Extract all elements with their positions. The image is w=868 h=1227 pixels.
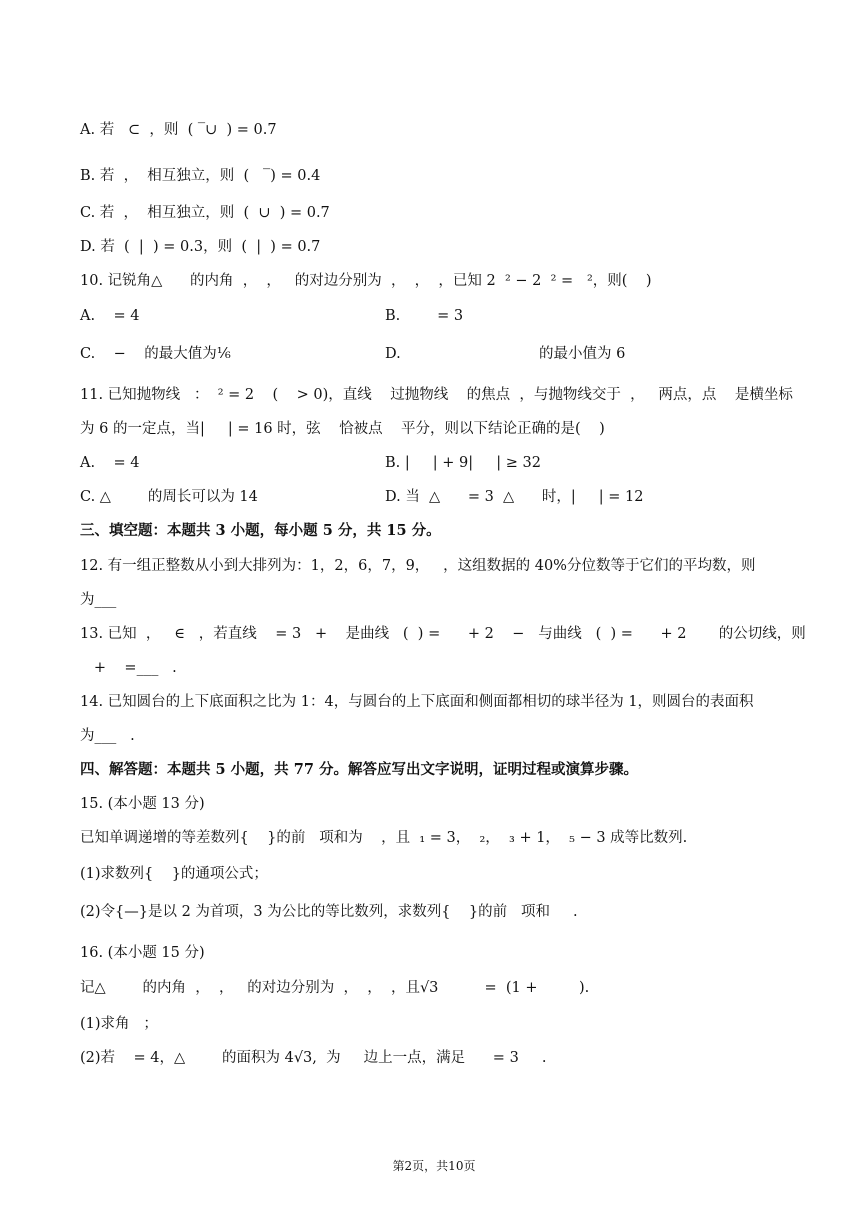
q15-part1: (1)求数列{ }的通项公式； [80, 866, 268, 882]
q16-header: 16. (本小题 15 分) [80, 945, 205, 961]
page-footer: 第2页，共10页 [392, 1159, 476, 1173]
q13-line1: 13. 已知 ， ∈ ，若直线 = 3 + 是曲线 ( ) = + 2 − 与曲线 ( ) = + 2 的公切线，则 [80, 626, 806, 642]
q16-stem: 记△ 的内角 ， ， 的对边分别为 ， ， ，且√3 = (1 + ). [80, 980, 590, 996]
q10-option-c: C. − 的最大值为⅙ [80, 346, 231, 362]
q10-option-d: D. 的最小值为 6 [385, 346, 626, 362]
q15-stem: 已知单调递增的等差数列{ }的前 项和为 ，且 ₁ = 3， ₂， ₃ + 1， ₅ − 3 成等比数列. [80, 830, 688, 846]
q12-line1: 12. 有一组正整数从小到大排列为：1，2，6，7，9， ，这组数据的 40%分位数等于它们的平均数，则 [80, 558, 756, 574]
q11-stem-line1: 11. 已知抛物线 ： ² = 2 ( > 0)，直线 过抛物线 的焦点 ，与抛物线交于 ， 两点，点 是横坐标 [80, 387, 793, 403]
q11-option-a: A. = 4 [80, 455, 140, 471]
q11-stem-line2: 为 6 的一定点，当| | = 16 时，弦 恰被点 平分，则以下结论正确的是( ) [80, 421, 605, 437]
q16-part1: (1)求角 ； [80, 1016, 158, 1032]
q9-option-a: A. 若 ⊂ ，则 ( ‾∪ ) = 0.7 [80, 122, 277, 138]
q10-stem: 10. 记锐角△ 的内角 ， ， 的对边分别为 ， ， ，已知 2 ² − 2 ² = ²，则( ) [80, 273, 652, 289]
q10-option-a: A. = 4 [80, 308, 140, 324]
q15-header: 15. (本小题 13 分) [80, 796, 205, 812]
q11-option-c: C. △ 的周长可以为 14 [80, 489, 258, 505]
q9-option-b: B. 若 ， 相互独立，则 ( ‾) = 0.4 [80, 168, 321, 184]
section4-heading: 四、解答题：本题共 5 小题，共 77 分。解答应写出文字说明，证明过程或演算步骤。 [80, 761, 638, 778]
q9-option-d: D. 若 ( | ) = 0.3，则 ( | ) = 0.7 [80, 239, 321, 255]
q11-option-b: B. | | + 9| | ≥ 32 [385, 455, 541, 471]
q14-line2: 为___ . [80, 728, 135, 744]
q16-part2: (2)若 = 4，△ 的面积为 4√3, 为 边上一点，满足 = 3 . [80, 1050, 547, 1066]
q11-option-d: D. 当 △ = 3 △ 时，| | = 12 [385, 489, 644, 505]
q14-line1: 14. 已知圆台的上下底面积之比为 1：4，与圆台的上下底面和侧面都相切的球半径为 1，则圆台的表面积 [80, 694, 754, 710]
q13-line2: + =___ . [80, 660, 177, 676]
q15-part2: (2)令{—}是以 2 为首项，3 为公比的等比数列，求数列{ }的前 项和 . [80, 904, 578, 920]
q10-option-b: B. = 3 [385, 308, 464, 324]
q12-line2: 为___ [80, 592, 117, 608]
section3-heading: 三、填空题：本题共 3 小题，每小题 5 分，共 15 分。 [80, 522, 441, 539]
q9-option-c: C. 若 ， 相互独立，则 ( ∪ ) = 0.7 [80, 205, 330, 221]
